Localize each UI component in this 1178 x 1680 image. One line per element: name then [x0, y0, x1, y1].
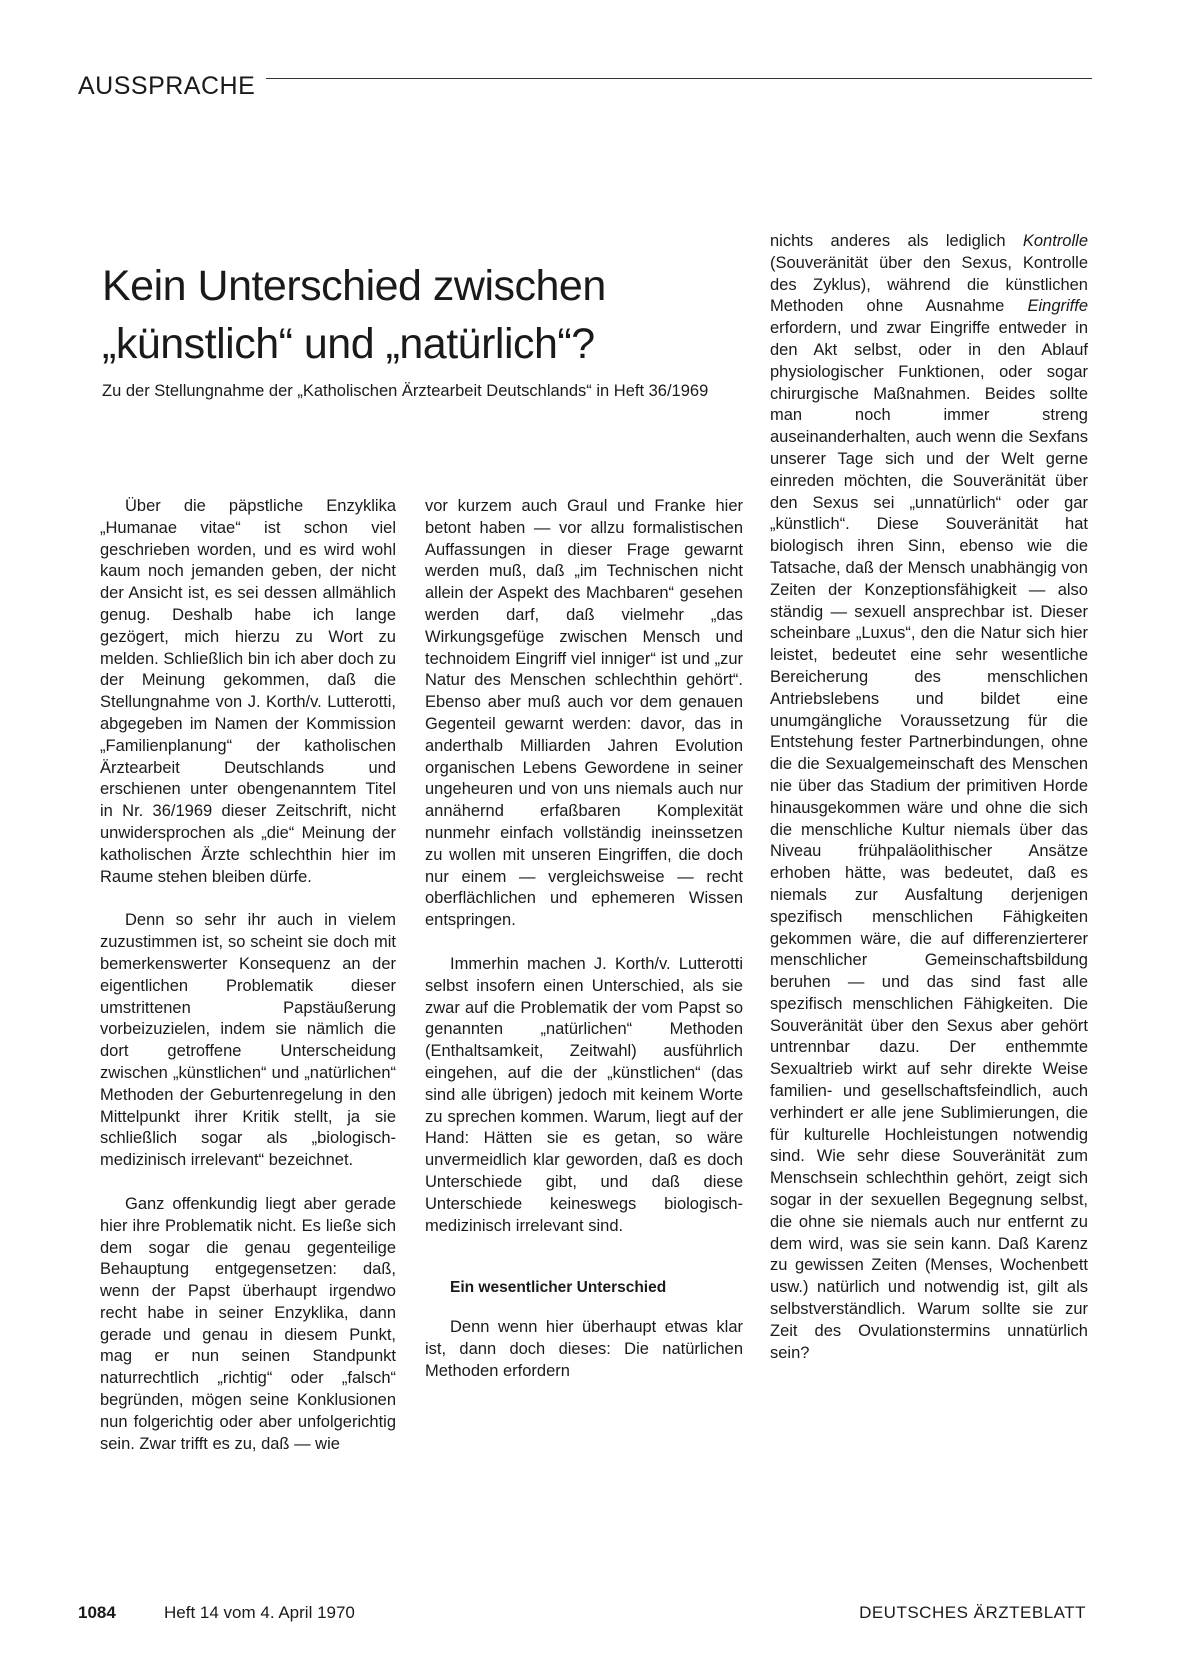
emphasis: Eingriffe — [1027, 297, 1088, 316]
article-title — [102, 257, 742, 373]
page-number: 1084 — [78, 1603, 116, 1622]
article-subtitle: Zu der Stellungnahme der „Katholischen Ärztearbeit Deutschlands“ in Heft 36/1969 — [102, 382, 709, 400]
paragraph: Denn so sehr ihr auch in vielem zuzustimmen ist, so scheint sie doch mit bemerkenswerter Konsequenz an der eigentlichen Problematik dieser umstrittenen Papstäußerung vorbeizuzielen, indem sie nämlich die dort getroffene Unterscheidung zwischen „künstlichen“ und „natürlichen“ Methoden der Geburtenregelung in den Mittelpunkt ihrer Kritik stellt, ja sie schließlich sogar als „biologisch-medizinisch irrelevant“ bezeichnet. — [100, 911, 396, 1170]
text-column-2 — [425, 496, 743, 1382]
paragraph: Denn wenn hier überhaupt etwas klar ist, dann doch dieses: Die natürlichen Methoden erfordern — [425, 1318, 743, 1380]
paragraph: Immerhin machen J. Korth/v. Lutterotti selbst insofern einen Unterschied, als sie zwar auf die Problematik der vom Papst so genannten „natürlichen“ Methoden (Enthaltsamkeit, Zeitwahl) ausführlich eingehen, auf die der „künstlichen“ (das sind alle übrigen) jedoch mit keinem Worte zu sprechen kommen. Warum, liegt auf der Hand: Hätten sie es getan, so wäre unvermeidlich klar geworden, daß es doch Unterschiede gibt, und daß diese Unterschiede keineswegs biologisch-medizinisch irrelevant sind. — [425, 954, 743, 1235]
issue-info: Heft 14 vom 4. April 1970 — [164, 1603, 355, 1622]
title-line-2: „künstlich“ und „natürlich“? — [102, 319, 595, 368]
journal-name: DEUTSCHES ÄRZTEBLATT — [859, 1603, 1086, 1622]
text-run: nichts anderes als lediglich — [770, 232, 1023, 250]
paragraph: Über die päpstliche Enzyklika „Humanae vitae“ ist schon viel geschrieben worden, und es wird wohl kaum noch jemanden geben, der nicht der Ansicht ist, es sei dessen allmählich genug. Deshalb habe ich lange gezögert, mich hierzu zu Wort zu melden. Schließlich bin ich aber doch zu der Meinung gekommen, daß die Stellungnahme von J. Korth/v. Lutterotti, abgegeben im Namen der Kommission „Familienplanung“ der katholischen Ärztearbeit Deutschlands und erschienen unter obengenanntem Titel in Nr. 36/1969 dieser Zeitschrift, nicht unwidersprochen als „die“ Meinung der katholischen Ärzte schlechthin hier im Raume stehen bleiben dürfe. — [100, 497, 396, 886]
text-run: (Souveränität über den Sexus, Kontrolle des Zyklus), während die künstlichen Methoden ohne Ausnahme — [770, 253, 1088, 316]
title-line-1: Kein Unterschied zwischen — [102, 261, 606, 310]
text-column-3 — [770, 231, 1088, 1364]
paragraph: Ganz offenkundig liegt aber gerade hier ihre Problematik nicht. Es ließe sich dem sogar die genau gegenteilige Behauptung entgegensetzen: daß, wenn der Papst überhaupt irgendwo recht habe in seiner Enzyklika, dann gerade und genau in diesem Punkt, mag er nun seinen Standpunkt naturrechtlich „richtig“ oder „falsch“ begründen, mögen seine Konklusionen nun folgerichtig oder aber unfolgerichtig sein. Zwar trifft es zu, daß — wie — [100, 1194, 396, 1453]
section-rule — [266, 78, 1092, 79]
section-heading: AUSSPRACHE — [78, 72, 256, 100]
paragraph: vor kurzem auch Graul und Franke hier betont haben — vor allzu formalistischen Auffassungen in dieser Frage gewarnt werden muß, daß „im Technischen nicht allein der Aspekt des Machbaren“ gesehen werden darf, daß vielmehr „das Wirkungsgefüge zwischen Mensch und technoidem Eingriff viel inniger“ ist und „zur Natur des Menschen schlechthin gehört“. Ebenso aber muß auch vor dem genauen Gegenteil gewarnt werden: davor, das in anderthalb Milliarden Jahren Evolution organischen Lebens Gewordene in seiner ungeheuren und von uns niemals auch nur annähernd erfaßbaren Komplexität nunmehr einfach vollständig ineinssetzen zu wollen mit unseren Eingriffen, die doch nur einem — vergleichsweise — recht oberflächlichen und ephemeren Wissen entspringen. — [425, 497, 743, 930]
text-run: erfordern, und zwar Eingriffe entweder in den Akt selbst, oder in den Ablauf physiologischer Funktionen, oder sogar chirurgische Maßnahmen. Beides sollte man noch immer streng auseinanderhalten, auch wenn die Sexfans unserer Tage sich und der Welt gerne einreden möchten, die Souveränität über den Sexus sei „unnatürlich“ oder gar „künstlich“. Diese Souveränität hat biologisch ihren Sinn, ebenso wie die Tatsache, daß der Mensch unabhängig von Zeiten der Konzeptionsfähigkeit — also ständig — sexuell ansprechbar ist. Dieser scheinbare „Luxus“, den die Natur sich hier leistet, bedeutet eine sehr wesentliche Bereicherung des menschlichen Antriebslebens und bildet eine unumgängliche Voraussetzung für die Entstehung fester Partnerbindungen, ohne die die Sexualgemeinschaft des Menschen nie über das Stadium der primitiven Horde hinausgekommen wäre und ohne die sich die menschliche Kultur niemals über das Niveau frühpaläolithischer Ansätze erhoben hätte, was bedeutet, daß es niemals zur Ausfaltung derjenigen spezifisch menschlichen Fähigkeiten gekommen wäre, die auf differenzierterer menschlicher Gemeinschaftsbildung beruhen — und das sind fast alle spezifisch menschlichen Fähigkeiten. Die Souveränität über den Sexus aber gehört untrennbar dazu. Der enthemmte Sexualtrieb wirkt auf sehr direkte Weise familien- und gesellschaftsfeindlich, auch verhindert er alle jene Sublimierungen, die für kulturelle Hochleistungen notwendig sind. Wie sehr diese Souveränität zum Menschsein schlechthin gehört, zeigt sich sogar in der sexuellen Begegnung selbst, die ohne sie niemals auch nur entfernt zu dem wird, was sie sein kann. Daß Karenz zu gewissen Zeiten (Menses, Wochenbett usw.) natürlich und notwendig ist, gilt als selbstverständlich. Warum sollte sie zur Zeit des Ovulationstermins unnatürlich sein? — [770, 319, 1088, 1362]
emphasis: Kontrolle — [1022, 232, 1088, 250]
text-column-1 — [100, 496, 396, 1455]
subheading: Ein wesentlicher Unterschied — [450, 1279, 667, 1297]
paragraph — [770, 231, 1088, 1364]
